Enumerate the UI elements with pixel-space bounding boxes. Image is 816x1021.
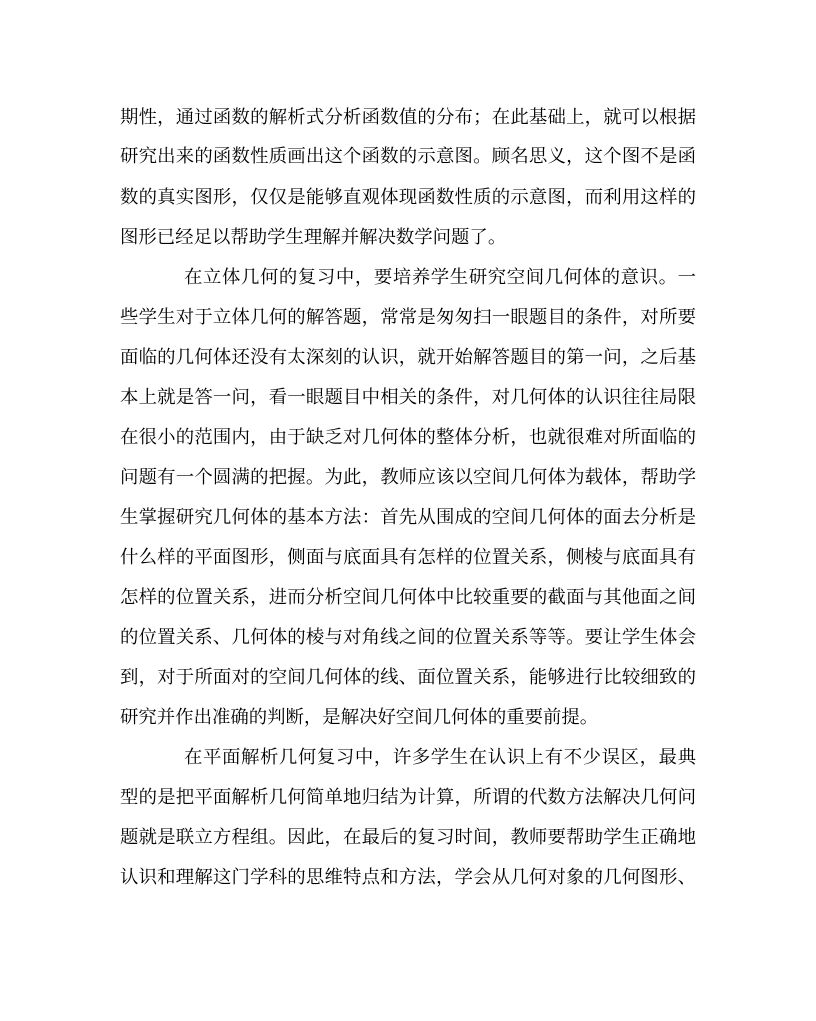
text-line: 期性，通过函数的解析式分析函数值的分布；在此基础上，就可以根据 [120,107,696,128]
text-line: 本上就是答一问，看一眼题目中相关的条件，对几何体的认识往往局限 [120,387,696,408]
text-line: 图形已经足以帮助学生理解并解决数学问题了。 [120,227,507,248]
text-line: 面临的几何体还没有太深刻的认识，就开始解答题目的第一问，之后基 [120,347,696,368]
text-line: 题就是联立方程组。因此，在最后的复习时间，教师要帮助学生正确地 [120,827,696,848]
text-line: 数的真实图形，仅仅是能够直观体现函数性质的示意图，而利用这样的 [120,187,696,208]
text-line: 型的是把平面解析几何简单地归结为计算，所谓的代数方法解决几何问 [120,787,696,808]
text-line: 认识和理解这门学科的思维特点和方法，学会从几何对象的几何图形、 [120,867,696,888]
text-line: 问题有一个圆满的把握。为此，教师应该以空间几何体为载体，帮助学 [120,467,696,488]
paragraph-first-line: 在立体几何的复习中，要培养学生研究空间几何体的意识。一 [184,267,696,288]
text-line: 在很小的范围内，由于缺乏对几何体的整体分析，也就很难对所面临的 [120,427,696,448]
text-line: 些学生对于立体几何的解答题，常常是匆匆扫一眼题目的条件，对所要 [120,307,696,328]
text-line: 的位置关系、几何体的棱与对角线之间的位置关系等等。要让学生体会 [120,627,696,648]
text-line: 到，对于所面对的空间几何体的线、面位置关系，能够进行比较细致的 [120,667,696,688]
text-line: 怎样的位置关系，进而分析空间几何体中比较重要的截面与其他面之间 [120,587,696,608]
text-line: 研究出来的函数性质画出这个函数的示意图。顾名思义，这个图不是函 [120,146,696,167]
text-line: 生掌握研究几何体的基本方法：首先从围成的空间几何体的面去分析是 [120,507,696,528]
text-line: 什么样的平面图形，侧面与底面具有怎样的位置关系，侧棱与底面具有 [120,547,696,568]
paragraph-first-line: 在平面解析几何复习中，许多学生在认识上有不少误区，最典 [184,747,696,768]
text-line: 研究并作出准确的判断，是解决好空间几何体的重要前提。 [120,707,599,728]
